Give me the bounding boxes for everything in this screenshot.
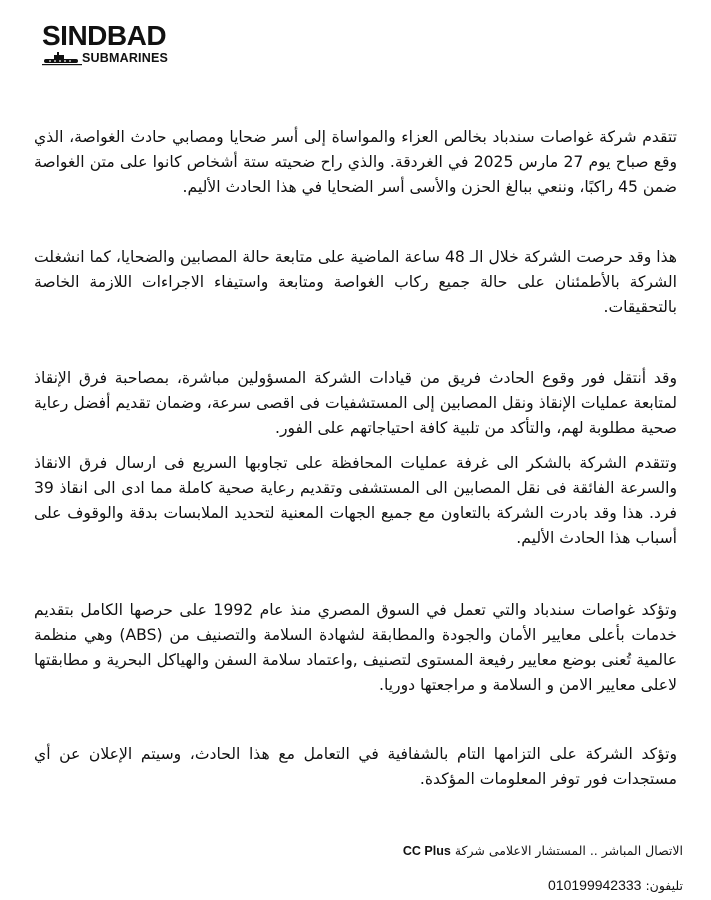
paragraph-follow-up: هذا وقد حرصت الشركة خلال الـ 48 ساعة الماضية على متابعة حالة المصابين والضحايا، كما انشغلت الشركة بالأطمئنان على حالة جميع ركاب الغواصة ومتابعة واستيفاء الاجراءات اللازمة الخاصة بالتحقيقات. (34, 248, 678, 316)
paragraph-condolences: تتقدم شركة غواصات سندباد بخالص العزاء والمواساة إلى أسر ضحايا ومصابي حادث الغواصة، الذي وقع صباح يوم 27 مارس 2025 في الغردقة. والذي راح ضحيته ستة أشخاص كانوا على متن الغواصة ضمن 45 راكبًا، وننعي ببالغ الحزن والأسى أسر الضحايا في هذا الحادث الأليم. (34, 128, 677, 196)
logo-wordmark: SINDBAD (42, 20, 167, 51)
paragraph-thanks: وتتقدم الشركة بالشكر الى غرفة عمليات المحافظة على تجاوبها السريع فى ارسال فرق الانقاذ والسرعة الفائقة فى نقل المصابين الى المستشفى وتقديم رعاية صحية كاملة مما ادى الى انقاذ 39 فرد. هذا وقد بادرت الشركة بالتعاون مع جميع الجهات المعنية لتحديد الملابسات بدقة والوقوف على أسباب هذا الحادث الأليم. (34, 454, 677, 547)
contact-prefix: الاتصال المباشر .. المستشار الاعلامى شركة (454, 843, 683, 858)
phone-label: تليفون: (645, 878, 683, 893)
paragraph-transparency: وتؤكد الشركة على التزامها التام بالشفافية في التعامل مع هذا الحادث، وسيتم الإعلان عن أي مستجدات فور توفر المعلومات المؤكدة. (34, 745, 677, 788)
logo-subtitle: SUBMARINES (82, 51, 169, 65)
agency-name: CC Plus (402, 844, 451, 858)
paragraph-safety-standards: وتؤكد غواصات سندباد والتي تعمل في السوق المصري منذ عام 1992 على حرصها الكامل بتقديم خدمات بأعلى معايير الأمان والجودة والمطابقة لشهادة السلامة والتصنيف من (ABS) وهي منظمة عالمية تُعنى بوضع معايير رفيعة المستوى لتصنيف ,واعتماد سلامة السفن والهياكل البحرية و مطابقتها لاعلى معايير الامن و السلامة و مراجعتها دوريا. (34, 601, 677, 694)
media-contact-line (403, 842, 683, 860)
submarine-icon (42, 52, 82, 66)
paragraph-rescue: وقد أنتقل فور وقوع الحادث فريق من قيادات الشركة المسؤولين مباشرة، بمصاحبة فرق الإنقاذ لمتابعة عمليات الإنقاذ ونقل المصابين إلى المستشفيات فى اقصى سرعة، وضمان تقديم أفضل رعاية صحية مطلوبة لهم، والتأكد من تلبية كافة احتياجاتهم على الفور. (34, 369, 677, 437)
sindbad-logo (42, 22, 192, 66)
phone-number[interactable]: 010199942333 (548, 877, 642, 893)
phone-line (548, 876, 683, 895)
